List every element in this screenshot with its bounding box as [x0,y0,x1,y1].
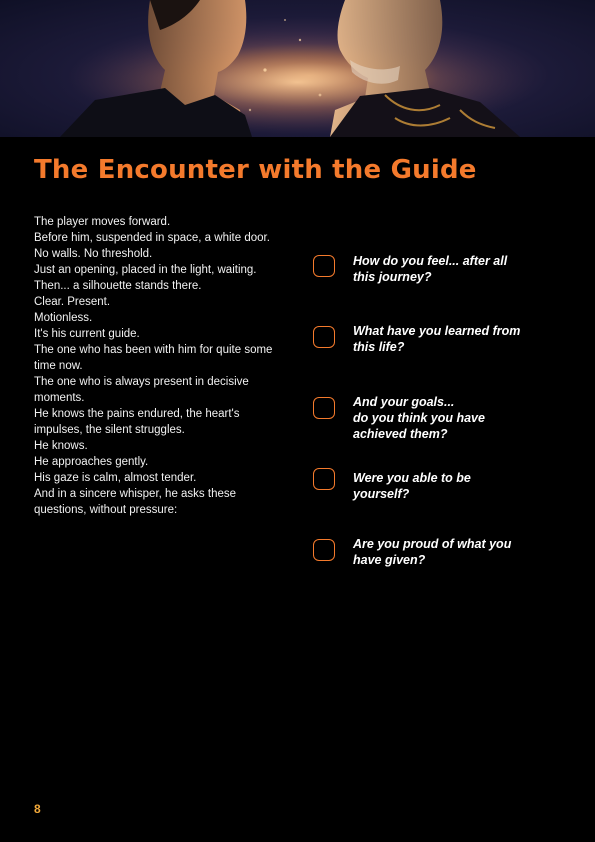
hero-image [0,0,595,137]
question-checkbox[interactable] [313,326,335,348]
question-checkbox[interactable] [313,468,335,490]
question-checkbox[interactable] [313,539,335,561]
narrative-line: Motionless. [34,312,93,324]
question-text: What have you learned from this life? [353,324,521,354]
narrative-line: Before him, suspended in space, a white door. [34,232,270,244]
narrative-line: The player moves forward. [34,216,171,228]
narrative-line: It's his current guide. [34,328,140,340]
narrative-line: He knows the pains endured, the heart's impulses, the silent struggles. [34,408,240,436]
narrative-line: He approaches gently. [34,456,149,468]
narrative-line: And in a sincere whisper, he asks these questions, without pressure: [34,488,237,516]
narrative-line: The one who is always present in decisive moments. [34,376,249,404]
question-checkbox[interactable] [313,255,335,277]
narrative-line: His gaze is calm, almost tender. [34,472,197,484]
page-title: The Encounter with the Guide [34,155,477,185]
question-text: Were you able to be yourself? [353,471,471,501]
narrative-line: He knows. [34,440,88,452]
hero-illustration [0,0,595,137]
question-text: Are you proud of what you have given? [353,537,512,567]
page-number: 8 [34,802,41,816]
question-text: How do you feel... after all this journey? [353,254,508,284]
narrative-line: Clear. Present. [34,296,111,308]
question-text: And your goals... do you think you have achieved them? [353,395,485,441]
narrative-line: The one who has been with him for quite some time now. [34,344,273,372]
question-checkbox[interactable] [313,397,335,419]
narrative-line: Just an opening, placed in the light, waiting. [34,264,257,276]
narrative-text [34,214,289,518]
narrative-line: Then... a silhouette stands there. [34,280,202,292]
narrative-line: No walls. No threshold. [34,248,153,260]
